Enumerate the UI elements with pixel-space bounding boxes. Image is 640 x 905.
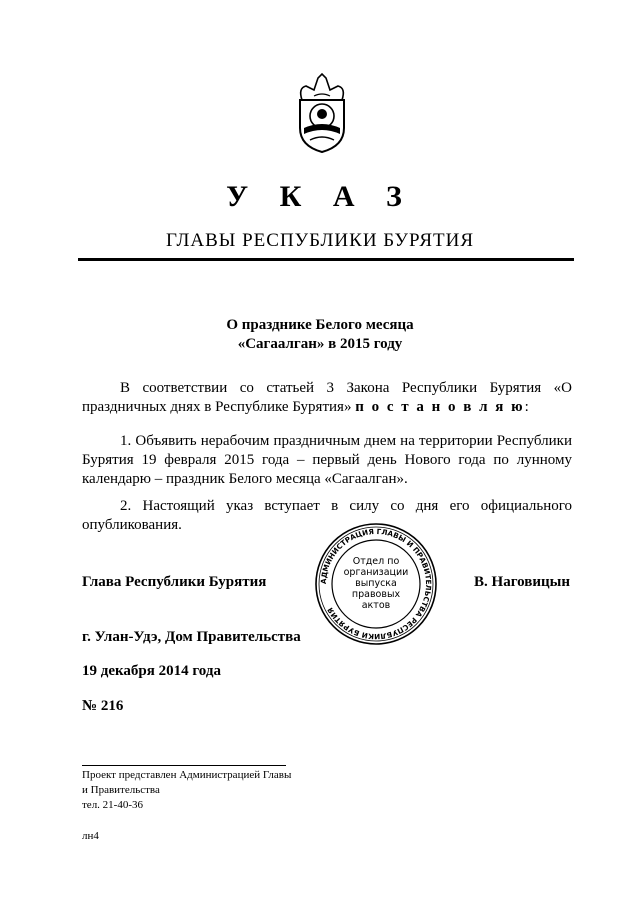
stamp-ring-text: АДМИНИСТРАЦИЯ ГЛАВЫ И ПРАВИТЕЛЬСТВА РЕСПУБЛИКИ БУРЯТИЯ: [318, 526, 434, 642]
heading-line-1: О празднике Белого месяца: [226, 317, 414, 333]
coat-of-arms-icon: [296, 70, 348, 154]
stamp-line-2: организации: [343, 567, 409, 578]
item-1-text: 1. Объявить нерабочим праздничным днем на территории Республики Бурятия 19 февраля 2015 года – первый день Нового года по лунному календарю – праздник Белого месяца «Сагаалган».: [82, 433, 572, 487]
signatory-name: В. Наговицын: [474, 574, 570, 590]
issue-place: г. Улан-Удэ, Дом Правительства: [82, 629, 301, 645]
stamp-line-5: актов: [361, 600, 391, 611]
decree-number: № 216: [82, 698, 124, 714]
official-stamp: [313, 522, 439, 646]
stamp-line-3: выпуска: [355, 578, 397, 589]
decree-heading: [0, 316, 640, 354]
heading-line-2: «Сагаалган» в 2015 году: [237, 336, 403, 352]
document-code: лн4: [82, 830, 99, 842]
signatory-position: Глава Республики Бурятия: [82, 574, 267, 590]
item-2-text: 2. Настоящий указ вступает в силу со дня его официального опубликования.: [82, 498, 572, 533]
header-divider: [78, 258, 574, 261]
document-subtitle: ГЛАВЫ РЕСПУБЛИКИ БУРЯТИЯ: [165, 230, 475, 251]
footnote-line-1: Проект представлен Администрацией Главы: [82, 769, 292, 781]
paragraph-preamble: [82, 379, 572, 417]
paragraph-item-1: [82, 432, 572, 489]
preamble-decree-word: п о с т а н о в л я ю: [355, 399, 525, 415]
footnote-line-2: и Правительства: [82, 784, 160, 796]
preamble-text: В соответствии со статьей 3 Закона Республики Бурятия «О праздничных днях в Республике Бурятия»: [82, 380, 572, 415]
stamp-line-1: Отдел по: [352, 556, 400, 567]
footnote-line-3: тел. 21-40-36: [82, 799, 144, 811]
stamp-line-4: правовых: [351, 589, 401, 600]
footnote: [82, 768, 291, 813]
footnote-divider: [82, 765, 286, 766]
issue-date: 19 декабря 2014 года: [82, 663, 221, 679]
preamble-end: :: [524, 399, 529, 415]
document-title: У К А З: [226, 180, 414, 213]
